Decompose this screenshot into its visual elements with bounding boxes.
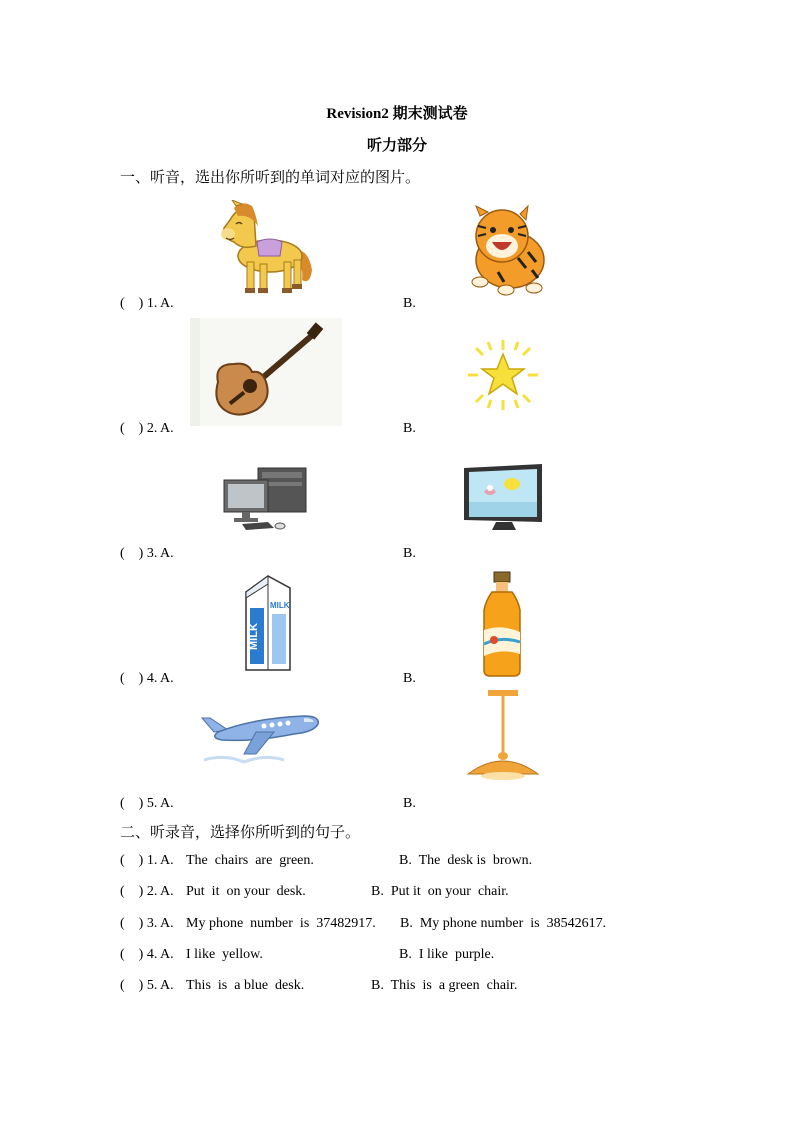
q1-b-label: B. <box>403 296 416 311</box>
q2-label: ( ) 2. A. <box>120 421 174 436</box>
milk-carton-icon <box>240 574 294 674</box>
plane-icon <box>194 702 324 774</box>
page-subtitle: 听力部分 <box>366 138 427 154</box>
s2-q2-option-b: B. Put it on your chair. <box>371 884 509 899</box>
section-1-heading: 一、听音，选出你所听到的单词对应的图片。 <box>120 170 421 186</box>
s2-q4-num: ( ) 4. A. <box>120 947 174 962</box>
s2-q1-num: ( ) 1. A. <box>120 853 174 868</box>
q1-label: ( ) 1. A. <box>120 296 174 311</box>
q2-b-label: B. <box>403 421 416 436</box>
star-icon <box>466 338 540 412</box>
page-title: Revision2 期末测试卷 <box>326 106 468 122</box>
s2-q5-option-b: B. This is a green chair. <box>371 978 518 993</box>
q4-b-label: B. <box>403 671 416 686</box>
s2-q3-num: ( ) 3. A. <box>120 916 174 931</box>
s2-q2-option-a: Put it on your desk. <box>186 884 306 899</box>
section-2-heading: 二、听录音，选择你所听到的句子。 <box>120 825 361 841</box>
juice-bottle-icon <box>480 570 524 680</box>
s2-q4-option-a: I like yellow. <box>186 947 263 962</box>
milk-carton-text: MILK <box>248 623 260 650</box>
q5-b-label: B. <box>403 796 416 811</box>
milk-carton-top-text: MILK <box>270 601 290 610</box>
s2-q1-option-b: B. The desk is brown. <box>399 853 533 868</box>
guitar-icon <box>190 318 342 426</box>
q4-label: ( ) 4. A. <box>120 671 174 686</box>
horse-icon <box>212 200 322 298</box>
s2-q4-option-b: B. I like purple. <box>399 947 495 962</box>
s2-q5-num: ( ) 5. A. <box>120 978 174 993</box>
tiger-icon <box>458 202 554 298</box>
tv-icon <box>462 462 546 534</box>
lamp-icon <box>464 690 542 782</box>
computer-icon <box>222 466 310 532</box>
s2-q5-option-a: This is a blue desk. <box>186 978 305 993</box>
s2-q1-option-a: The chairs are green. <box>186 853 314 868</box>
q3-b-label: B. <box>403 546 416 561</box>
s2-q2-num: ( ) 2. A. <box>120 884 174 899</box>
q5-label: ( ) 5. A. <box>120 796 174 811</box>
s2-q3-option-b: B. My phone number is 38542617. <box>400 916 607 931</box>
s2-q3-option-a: My phone number is 37482917. <box>186 916 376 931</box>
q3-label: ( ) 3. A. <box>120 546 174 561</box>
